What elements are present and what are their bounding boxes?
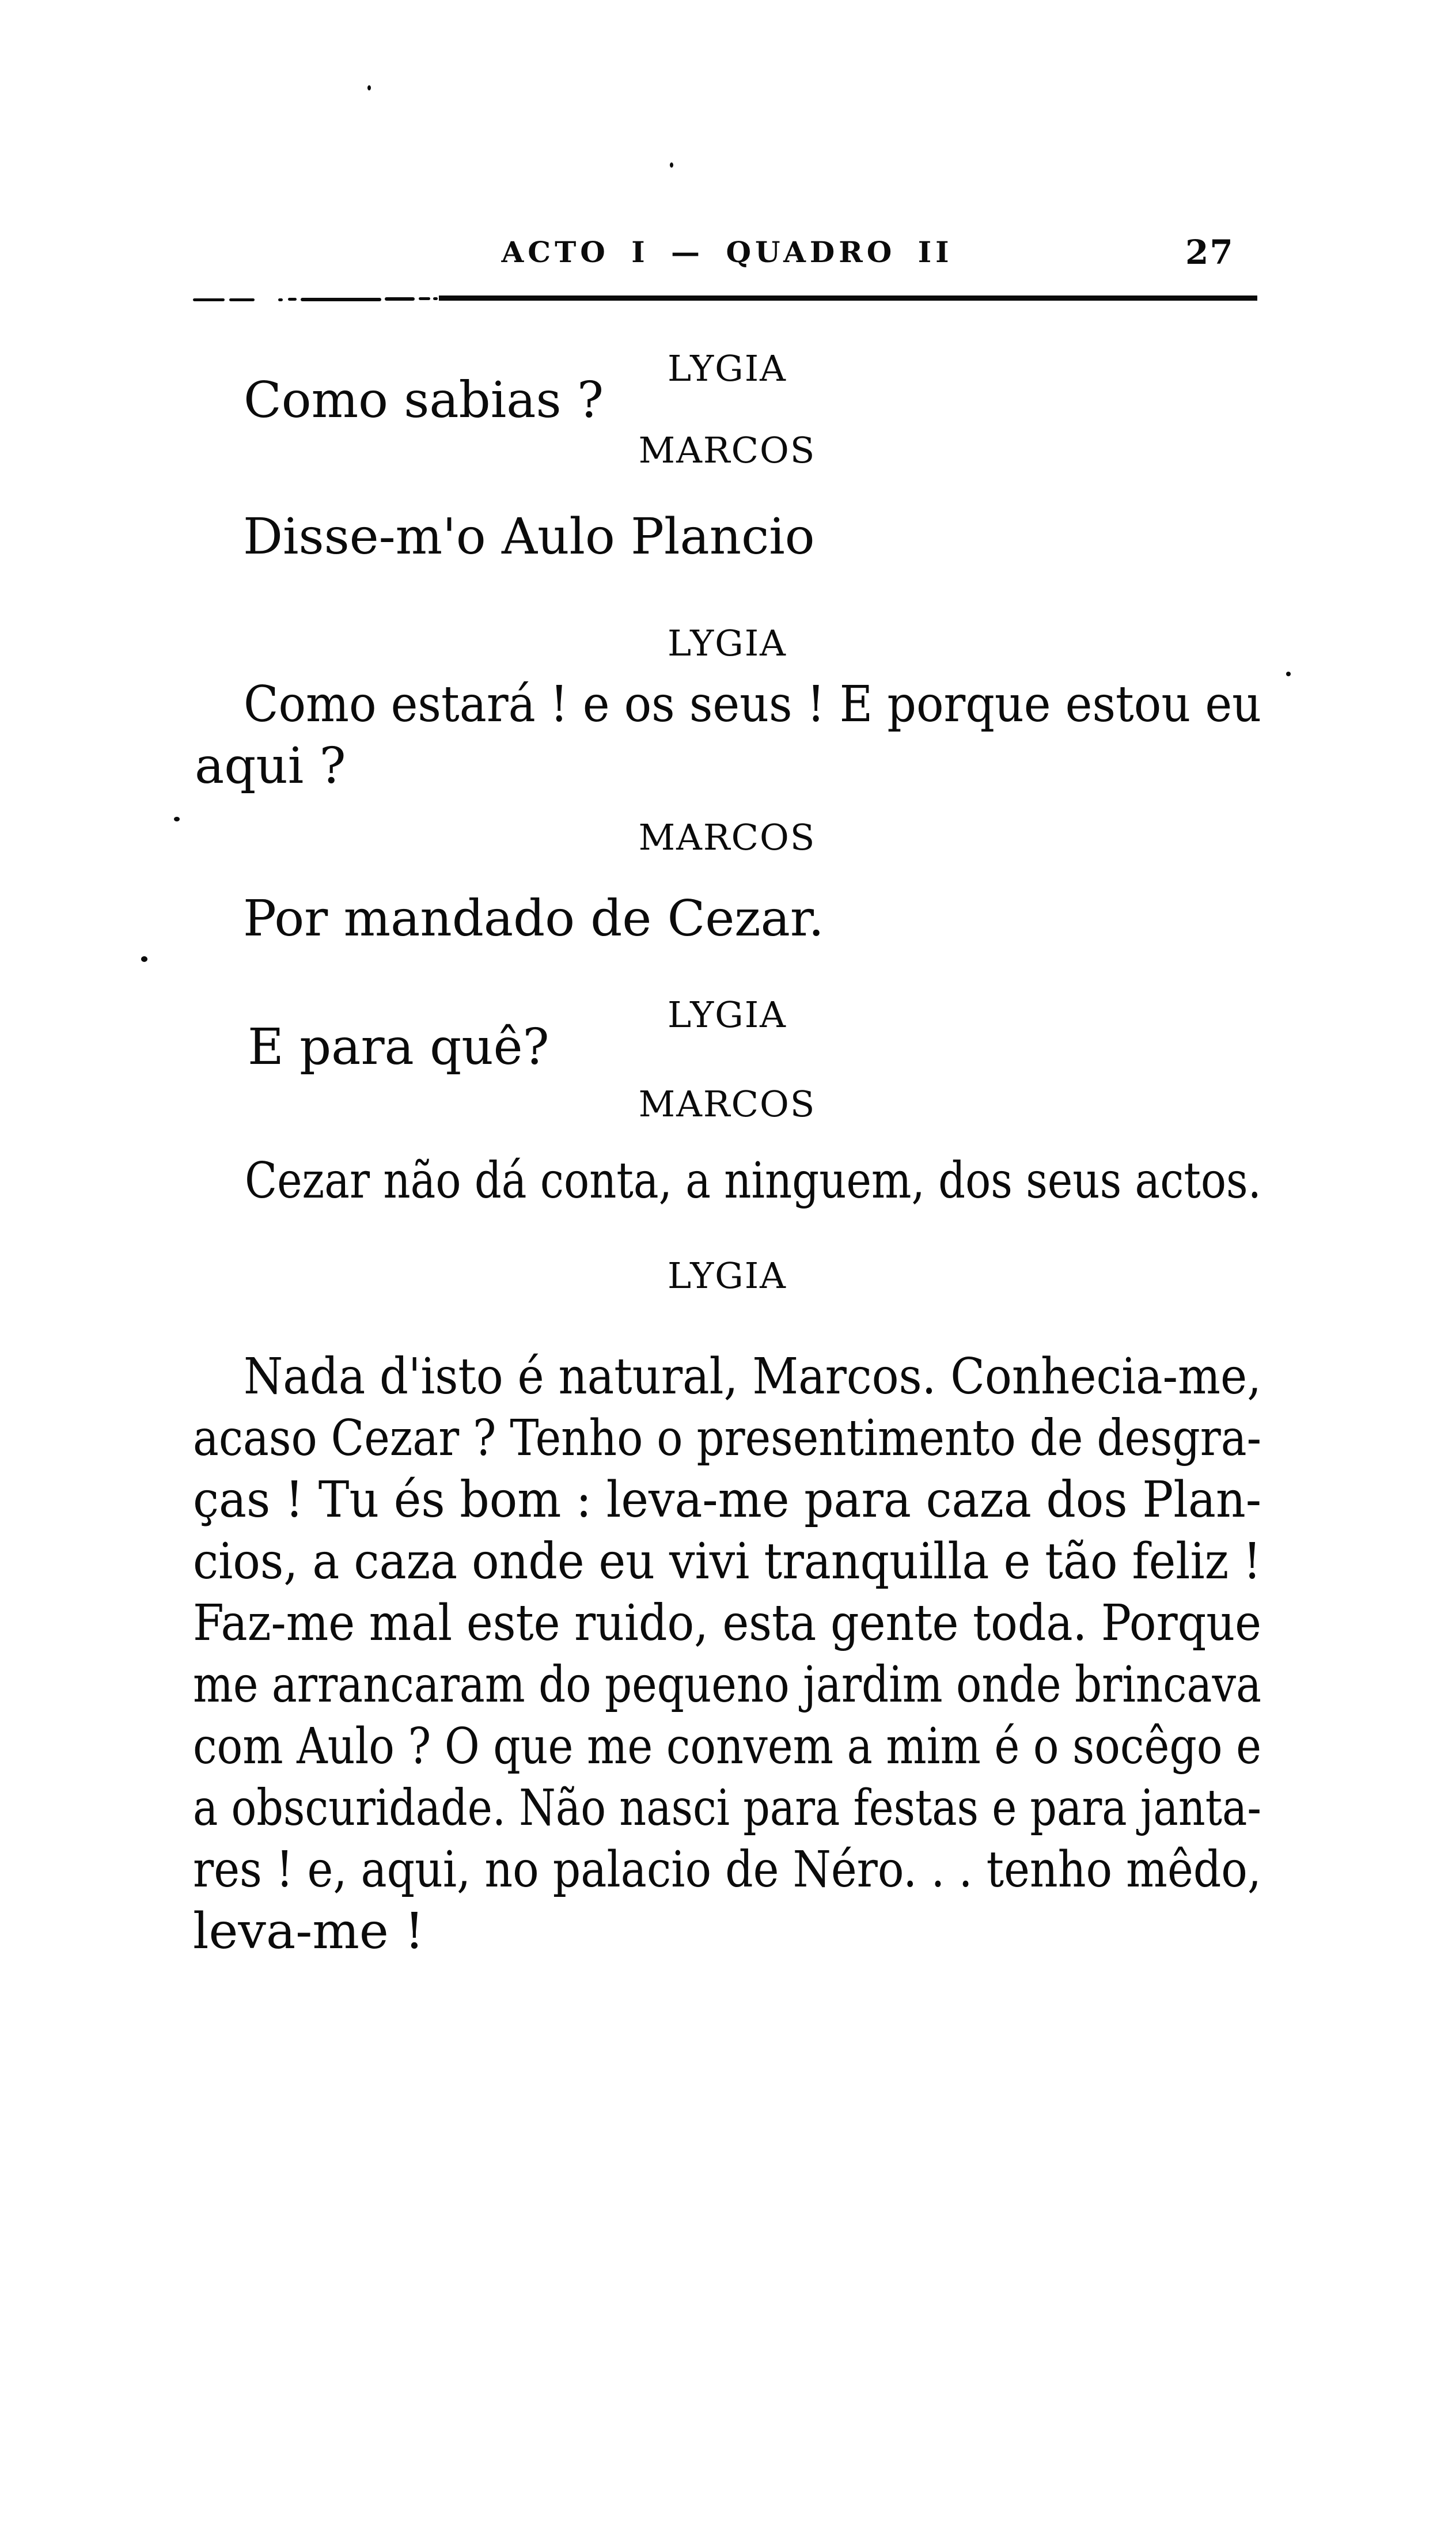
dialogue-line: E para quê? bbox=[248, 1018, 549, 1076]
dialogue-line: ças ! Tu és bom : leva-me para caza dos Plan- bbox=[193, 1471, 1261, 1529]
dialogue-line: Cezar não dá conta, a ninguem, dos seus actos. bbox=[245, 1152, 1261, 1210]
dialogue-line: cios, a caza onde eu vivi tranquilla e tão feliz ! bbox=[193, 1533, 1261, 1590]
speaker-name: LYGIA bbox=[668, 347, 787, 389]
page-number: 27 bbox=[1185, 233, 1234, 272]
dialogue-line: Nada d'isto é natural, Marcos. Conhecia-me, bbox=[244, 1348, 1261, 1406]
speaker-name: MARCOS bbox=[638, 429, 816, 471]
ink-speck bbox=[141, 956, 147, 962]
dialogue-line: me arrancaram do pequeno jardim onde brincava bbox=[193, 1656, 1261, 1714]
dialogue-line: res ! e, aqui, no palacio de Néro. . . tenho mêdo, bbox=[193, 1841, 1261, 1899]
ink-speck bbox=[174, 817, 180, 821]
dialogue-line: acaso Cezar ? Tenho o presentimento de desgra- bbox=[193, 1410, 1261, 1467]
speaker-name: LYGIA bbox=[668, 622, 787, 664]
dialogue-line: Como estará ! e os seus ! E porque estou eu bbox=[244, 676, 1261, 733]
speaker-name: LYGIA bbox=[668, 994, 787, 1036]
speaker-name: LYGIA bbox=[668, 1255, 787, 1297]
dialogue-line: a obscuridade. Não nasci para festas e para janta- bbox=[193, 1779, 1261, 1837]
dialogue-line: Faz-me mal este ruido, esta gente toda. Porque bbox=[193, 1594, 1261, 1652]
speaker-name: MARCOS bbox=[638, 1083, 816, 1125]
dialogue-line: aqui ? bbox=[195, 737, 346, 795]
ink-speck bbox=[367, 85, 371, 90]
dialogue-line: leva-me ! bbox=[193, 1903, 424, 1960]
dialogue-line: Como sabias ? bbox=[244, 372, 604, 429]
speaker-name: MARCOS bbox=[638, 816, 816, 858]
ink-speck bbox=[670, 162, 673, 168]
dialogue-line: Disse-m'o Aulo Plancio bbox=[243, 508, 815, 566]
ink-speck bbox=[1286, 672, 1291, 676]
dialogue-line: com Aulo ? O que me convem a mim é o socêgo e bbox=[193, 1718, 1261, 1775]
page-header-title: ACTO I — QUADRO II bbox=[501, 235, 953, 269]
dialogue-line: Por mandado de Cezar. bbox=[243, 890, 824, 948]
